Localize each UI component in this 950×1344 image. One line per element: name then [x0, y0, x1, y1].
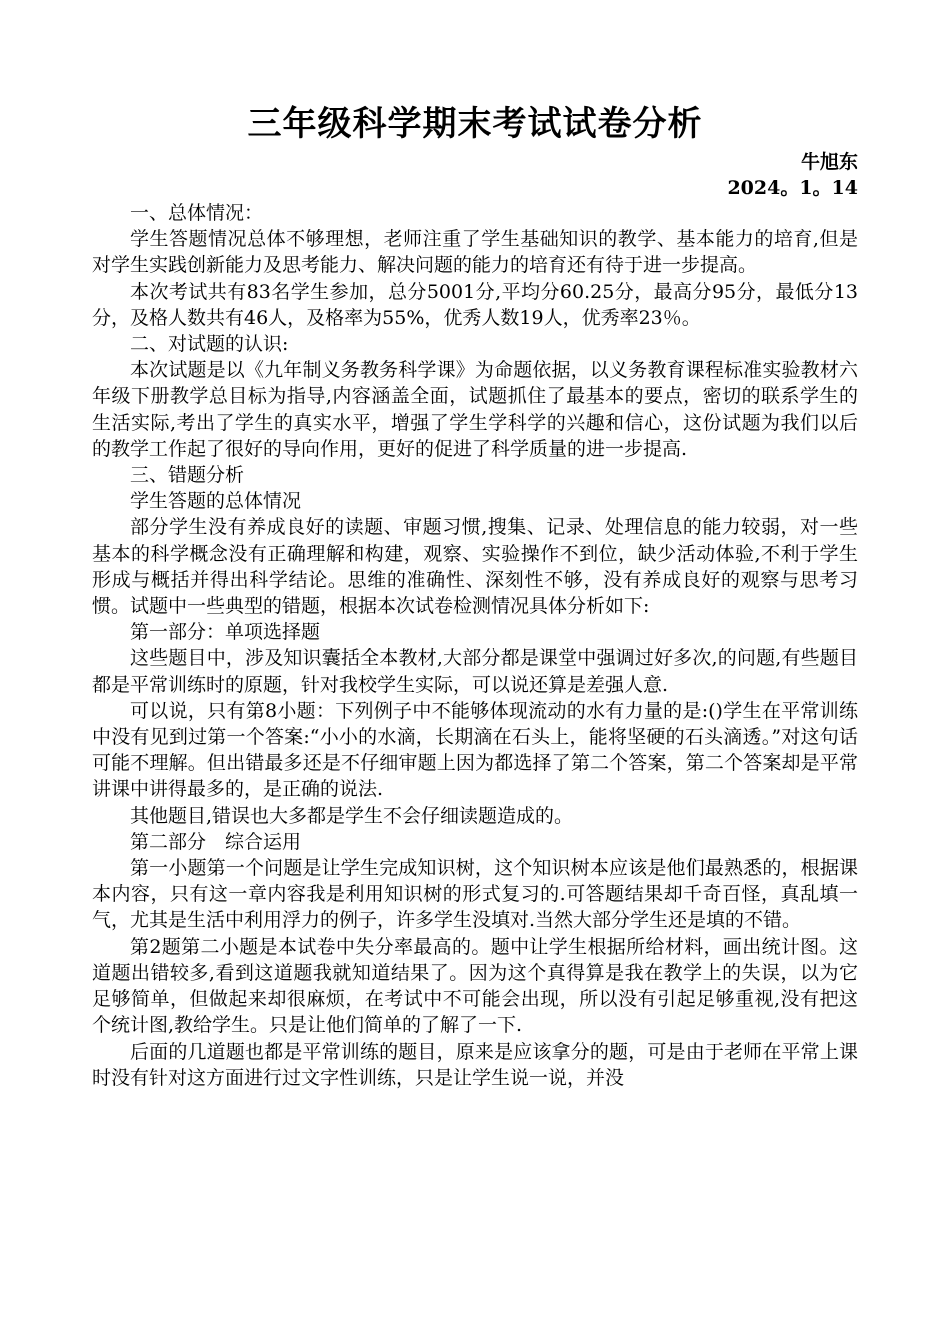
subheading: 学生答题的总体情况 [130, 490, 302, 513]
subheading-part-one: 第一部分：单项选择题 [130, 621, 321, 644]
paragraph: 其他题目,错误也大多都是学生不会仔细读题造成的。 [130, 804, 574, 827]
section-heading-overview: 一、总体情况： [130, 202, 264, 224]
section-heading-error-analysis: 三、错题分析 [130, 464, 245, 487]
paragraph: 这些题目中，涉及知识囊括全本教材,大部分都是课堂中强调过好多次,的问题,有些题目都是平常训练时的原题，针对我校学生实际，可以说还算是差强人意. [92, 647, 858, 696]
paragraph: 学生答题情况总体不够理想，老师注重了学生基础知识的教学、基本能力的培育,但是对学生实践创新能力及思考能力、解决问题的能力的培育还有待于进一步提高。 [92, 228, 858, 277]
document-title: 三年级科学期末考试试卷分析 [247, 104, 703, 144]
paragraph: 第2题第二小题是本试卷中失分率最高的。题中让学生根据所给材料，画出统计图。这道题出错较多,看到这道题我就知道结果了。因为这个真得算是我在教学上的失误，以为它足够简单，但做起来却很麻烦，在考试中不可能会出现，所以没有引起足够重视,没有把这个统计图,教给学生。只是让他们简单的了解了一下. [92, 935, 858, 1037]
paragraph: 第一小题第一个问题是让学生完成知识树，这个知识树本应该是他们最熟悉的，根据课本内容，只有这一章内容我是利用知识树的形式复习的.可答题结果却千奇百怪，真乱填一气，尤其是生活中利用浮力的例子，许多学生没填对.当然大部分学生还是填的不错。 [92, 857, 858, 932]
paragraph-statistics: 本次考试共有83名学生参加，总分5001分,平均分60.25分，最高分95分，最低分13分，及格人数共有46人，及格率为55%，优秀人数19人，优秀率23％。 [92, 280, 858, 329]
paragraph: 部分学生没有养成良好的读题、审题习惯,搜集、记录、处理信息的能力较弱，对一些基本的科学概念没有正确理解和构建，观察、实验操作不到位，缺少活动体验,不利于学生形成与概括并得出科学结论。思维的准确性、深刻性不够，没有养成良好的观察与思考习惯。试题中一些典型的错题，根据本次试卷检测情况具体分析如下: [92, 516, 858, 618]
paragraph: 可以说，只有第8小题：下列例子中不能够体现流动的水有力量的是:()学生在平常训练中没有见到过第一个答案:“小小的水滴，长期滴在石头上，能将坚硬的石头滴透。”对这句话可能不理解。但出错最多还是不仔细审题上因为都选择了第二个答案，第二个答案却是平常讲课中讲得最多的，是正确的说法. [92, 699, 858, 801]
paragraph: 本次试题是以《九年制义务教务科学课》为命题依据，以义务教育课程标准实验教材六年级下册教学总目标为指导,内容涵盖全面，试题抓住了最基本的要点，密切的联系学生的生活实际,考出了学生的真实水平，增强了学生学科学的兴趣和信心，这份试题为我们以后的教学工作起了很好的导向作用，更好的促进了科学质量的进一步提高. [92, 359, 858, 460]
author-name: 牛旭东 [800, 151, 858, 173]
document-body [92, 200, 858, 1091]
document-date: 2024。1。14 [727, 177, 858, 199]
section-heading-understanding: 二、对试题的认识: [130, 333, 289, 356]
subheading-part-two: 第二部分 综合运用 [130, 830, 302, 853]
paragraph: 后面的几道题也都是平常训练的题目，原来是应该拿分的题，可是由于老师在平常上课时没有针对这方面进行过文字性训练，只是让学生说一说，并没 [92, 1040, 858, 1089]
